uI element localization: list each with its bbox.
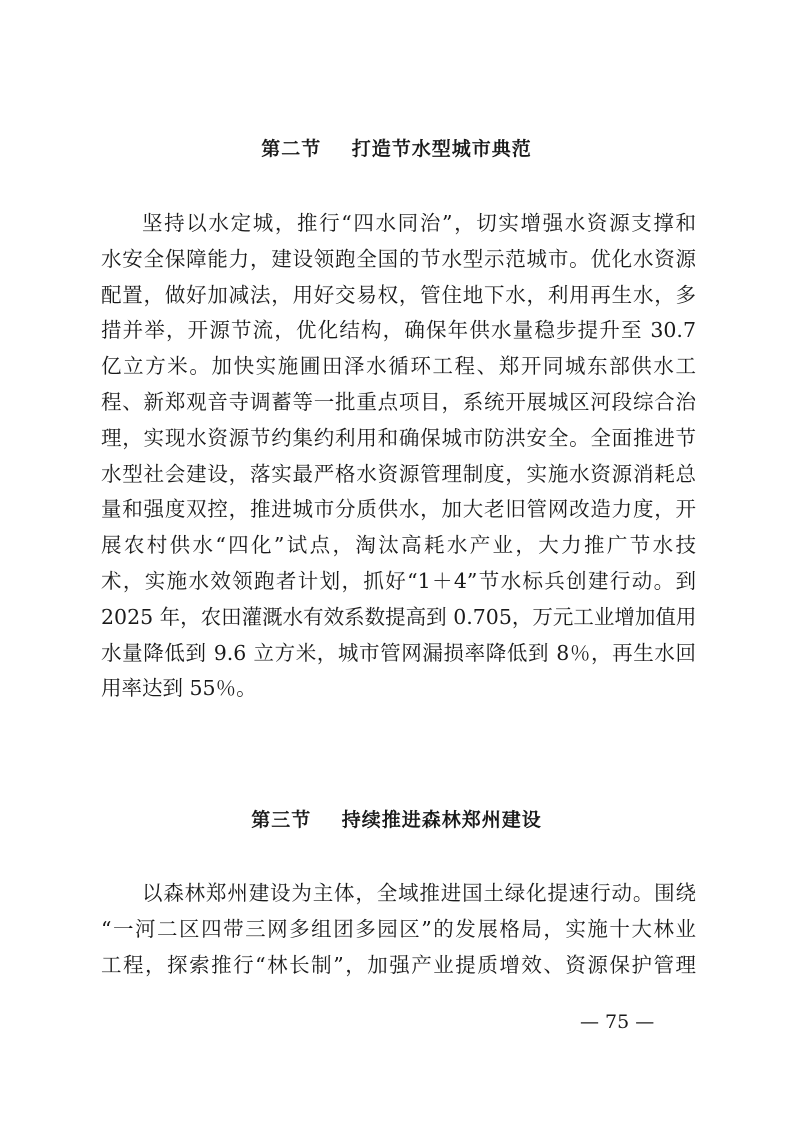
section-2-heading: 第二节 打造节水型城市典范 <box>261 138 532 160</box>
paragraph-line: 量和强度双控，推进城市分质供水，加大老旧管网改造力度，开 <box>101 497 696 522</box>
paragraph-line: 术，实施水效领跑者计划，抓好“1＋4”节水标兵创建行动。到 <box>101 568 696 593</box>
paragraph-line: 2025 年，农田灌溉水有效系数提高到 0.705，万元工业增加值用 <box>101 604 697 629</box>
paragraph-line: 坚持以水定城，推行“四水同治”，切实增强水资源支撑和 <box>142 211 696 235</box>
paragraph-line: 程、新郑观音寺调蓄等一批重点项目，系统开展城区河段综合治 <box>101 389 696 414</box>
paragraph-line: 理，实现水资源节约集约利用和确保城市防洪安全。全面推进节 <box>101 425 696 450</box>
section-2-paragraph <box>101 206 696 707</box>
paragraph-line: 水安全保障能力，建设领跑全国的节水型示范城市。优化水资源 <box>101 246 696 271</box>
paragraph-line: 用率达到 55％。 <box>101 676 257 701</box>
section-3-paragraph <box>101 876 696 983</box>
paragraph-line: 水型社会建设，落实最严格水资源管理制度，实施水资源消耗总 <box>101 461 696 486</box>
paragraph-line: 工程，探索推行“林长制”，加强产业提质增效、资源保护管理 <box>101 952 696 977</box>
paragraph-line: “一河二区四带三网多组团多园区”的发展格局，实施十大林业 <box>101 916 696 941</box>
paragraph-line: 亿立方米。加快实施圃田泽水循环工程、郑开同城东部供水工 <box>101 354 696 379</box>
paragraph-line: 配置，做好加减法，用好交易权，管住地下水，利用再生水，多 <box>101 282 696 307</box>
section-3-heading: 第三节 持续推进森林郑州建设 <box>251 809 542 831</box>
paragraph-line: 以森林郑州建设为主体，全域推进国土绿化提速行动。围绕 <box>142 881 696 905</box>
paragraph-line: 水量降低到 9.6 立方米，城市管网漏损率降低到 8％，再生水回 <box>101 640 696 665</box>
paragraph-line: 措并举，开源节流，优化结构，确保年供水量稳步提升至 30.7 <box>101 318 696 343</box>
paragraph-line: 展农村供水“四化”试点，淘汰高耗水产业，大力推广节水技 <box>101 533 696 558</box>
page-number: — 75 — <box>580 1011 655 1033</box>
